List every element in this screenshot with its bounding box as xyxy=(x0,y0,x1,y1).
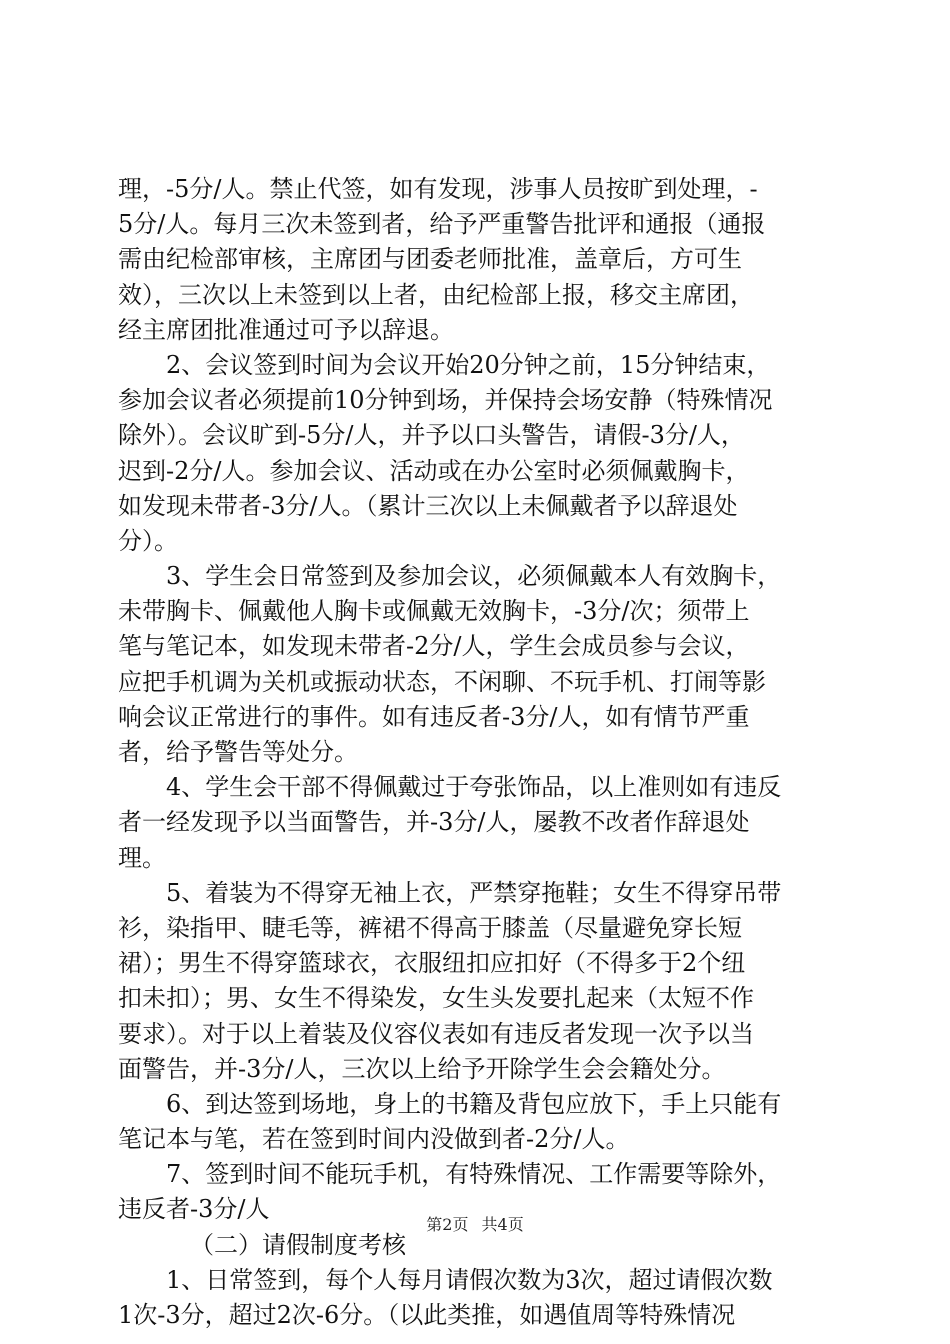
text-line: 应把手机调为关机或振动状态，不闲聊、不玩手机、打闹等影 xyxy=(118,667,766,696)
text-line: 理。 xyxy=(118,843,166,872)
paragraph-start-line: 7、签到时间不能玩手机，有特殊情况、工作需要等除外， xyxy=(166,1160,782,1189)
text-line: 衫，染指甲、睫毛等，裤裙不得高于膝盖（尽量避免穿长短 xyxy=(118,913,742,942)
text-line: 扣未扣）；男、女生不得染发，女生头发要扎起来（太短不作 xyxy=(118,984,754,1013)
paragraph-start-line: 6、到达签到场地，身上的书籍及背包应放下，手上只能有 xyxy=(166,1089,782,1118)
text-line: 参加会议者必须提前10分钟到场，并保持会场安静（特殊情况 xyxy=(118,386,773,415)
paragraph-start-line: 4、学生会干部不得佩戴过于夸张饰品，以上准则如有违反 xyxy=(166,773,782,802)
text-line: 面警告，并-3分/人，三次以上给予开除学生会会籍处分。 xyxy=(118,1054,726,1083)
text-line: 理，-5分/人。禁止代签，如有发现，涉事人员按旷到处理，- xyxy=(118,175,758,203)
text-line: 裙）；男生不得穿篮球衣，衣服纽扣应扣好（不得多于2个纽 xyxy=(118,949,746,978)
section-heading: （二）请假制度考核 xyxy=(190,1230,406,1259)
text-line: 效），三次以上未签到以上者，由纪检部上报，移交主席团， xyxy=(118,280,754,309)
text-line: 迟到-2分/人。参加会议、活动或在办公室时必须佩戴胸卡， xyxy=(118,456,750,485)
text-line: 笔与笔记本，如发现未带者-2分/人，学生会成员参与会议， xyxy=(118,632,750,661)
text-line: 笔记本与笔，若在签到时间内没做到者-2分/人。 xyxy=(118,1125,630,1154)
paragraph-start-line: 1、日常签到，每个人每月请假次数为3次，超过请假次数 xyxy=(166,1265,773,1294)
text-line: 除外）。会议旷到-5分/人，并予以口头警告，请假-3分/人， xyxy=(118,421,745,450)
paragraph-start-line: 5、着装为不得穿无袖上衣，严禁穿拖鞋；女生不得穿吊带 xyxy=(166,878,782,907)
text-line: 分）。 xyxy=(118,526,178,555)
paragraph-start-line: 2、会议签到时间为会议开始20分钟之前，15分钟结束， xyxy=(166,350,771,379)
page-footer xyxy=(0,1214,950,1236)
document-body xyxy=(118,172,832,1333)
text-line: 响会议正常进行的事件。如有违反者-3分/人，如有情节严重 xyxy=(118,702,750,731)
text-line: 要求）。对于以上着装及仪容仪表如有违反者发现一次予以当 xyxy=(118,1019,754,1048)
text-line: 如发现未带者-3分/人。（累计三次以上未佩戴者予以辞退处 xyxy=(118,491,738,520)
text-line: 经主席团批准通过可予以辞退。 xyxy=(118,315,454,344)
text-line: 违反者-3分/人 xyxy=(118,1195,270,1224)
text-line: 未带胸卡、佩戴他人胸卡或佩戴无效胸卡，-3分/次；须带上 xyxy=(118,597,750,626)
paragraph-start-line: 3、学生会日常签到及参加会议，必须佩戴本人有效胸卡， xyxy=(166,562,782,591)
page-total: 共4页 xyxy=(481,1215,524,1234)
text-line: 者一经发现予以当面警告，并-3分/人，屡教不改者作辞退处 xyxy=(118,808,750,837)
text-line: 5分/人。每月三次未签到者，给予严重警告批评和通报（通报 xyxy=(118,210,766,239)
text-line: 1次-3分，超过2次-6分。（以此类推，如遇值周等特殊情况 xyxy=(118,1301,736,1329)
text-line: 者，给予警告等处分。 xyxy=(118,738,358,766)
text-line: 需由纪检部审核，主席团与团委老师批准，盖章后，方可生 xyxy=(118,245,742,274)
page-number: 第2页 xyxy=(426,1215,469,1234)
